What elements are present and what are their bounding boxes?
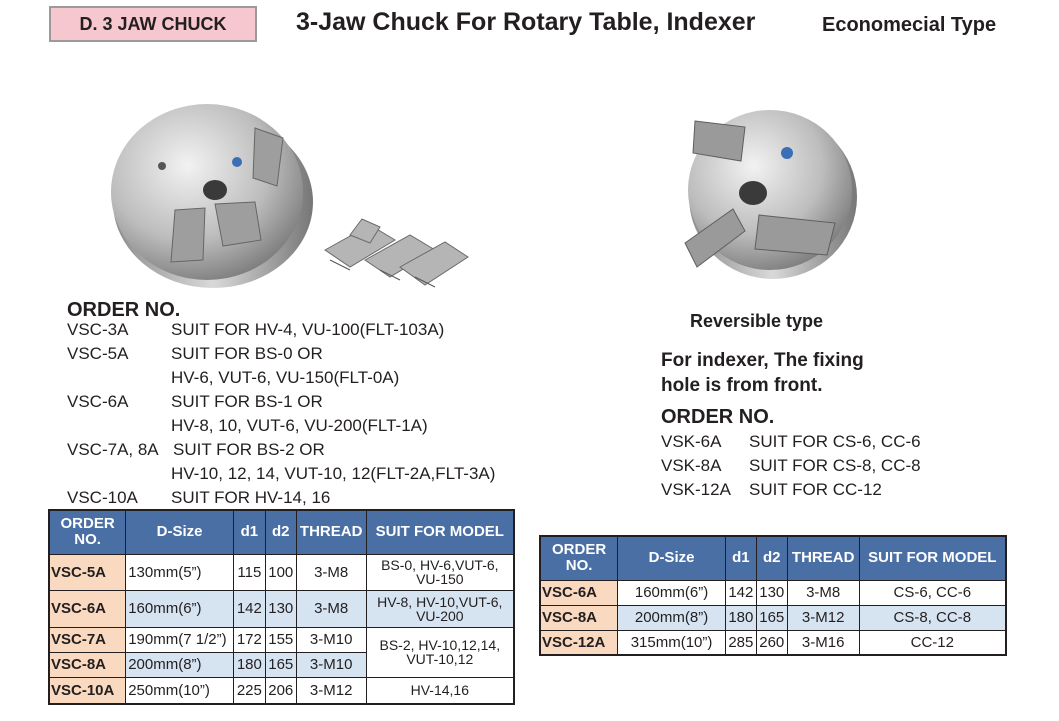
cell-model: CC-12 [859,630,1006,655]
chuck-jaws-image [320,205,470,295]
cell-d2: 130 [265,590,296,627]
cell-model: CS-8, CC-8 [859,605,1006,630]
list-item [67,366,537,390]
left-order-heading: ORDER NO. [67,299,181,321]
cell-d2: 130 [756,580,787,605]
order-code: VSC-3A [67,320,129,339]
table-row [540,605,1006,630]
list-item [67,486,537,510]
cell-code: VSC-10A [49,677,126,704]
cell-dsize: 315mm(10”) [618,630,726,655]
header-d2: d2 [265,510,296,554]
cell-code: VSC-8A [49,652,126,677]
header-dsize: D-Size [618,536,726,580]
cell-code: VSC-12A [540,630,618,655]
order-suit: HV-8, 10, VUT-6, VU-200(FLT-1A) [171,416,428,435]
cell-model: HV-14,16 [366,677,514,704]
cell-d1: 180 [233,652,265,677]
cell-d1: 180 [725,605,756,630]
order-suit: SUIT FOR CS-6, CC-6 [749,432,921,451]
list-item [661,430,961,454]
order-code: VSC-7A, 8A [67,440,159,459]
cell-d2: 155 [265,627,296,652]
cell-d1: 142 [233,590,265,627]
list-item [67,438,537,462]
order-suit: SUIT FOR BS-0 OR [171,344,323,363]
cell-model: BS-2, HV-10,12,14, VUT-10,12 [366,627,514,677]
cell-dsize: 190mm(7 1/2”) [126,627,234,652]
order-code: VSK-12A [661,480,731,499]
order-code: VSC-10A [67,488,138,507]
cell-d1: 172 [233,627,265,652]
header-dsize: D-Size [126,510,234,554]
order-code: VSC-6A [67,392,129,411]
order-code: VSK-6A [661,432,722,451]
order-suit: HV-10, 12, 14, VUT-10, 12(FLT-2A,FLT-3A) [171,464,496,483]
cell-d1: 115 [233,554,265,590]
order-suit: HV-6, VUT-6, VU-150(FLT-0A) [171,368,400,387]
cell-code: VSC-8A [540,605,618,630]
cell-d1: 285 [725,630,756,655]
cell-thread: 3-M8 [296,590,366,627]
list-item [67,414,537,438]
cell-thread: 3-M8 [787,580,859,605]
order-suit: SUIT FOR HV-4, VU-100(FLT-103A) [171,320,445,339]
header-d1: d1 [233,510,265,554]
list-item [661,478,961,502]
cell-thread: 3-M8 [296,554,366,590]
header-thread: THREAD [787,536,859,580]
three-jaw-chuck-image [105,90,315,290]
cell-d2: 165 [756,605,787,630]
left-spec-table [48,509,515,705]
reversible-label: Reversible type [690,311,824,331]
section-tag: D. 3 JAW CHUCK [49,6,257,42]
order-code: VSK-8A [661,456,722,475]
order-suit: SUIT FOR HV-14, 16 [171,488,331,507]
indexer-note [661,348,864,398]
order-suit: SUIT FOR CS-8, CC-8 [749,456,921,475]
cell-d1: 142 [725,580,756,605]
table-row [49,677,514,704]
table-row [540,630,1006,655]
order-suit: SUIT FOR CC-12 [749,480,882,499]
cell-thread: 3-M12 [296,677,366,704]
header-thread: THREAD [296,510,366,554]
table-row [49,554,514,590]
cell-d2: 100 [265,554,296,590]
order-code: VSC-5A [67,344,129,363]
cell-code: VSC-6A [540,580,618,605]
list-item [661,454,961,478]
list-item [67,318,537,342]
list-item [67,342,537,366]
cell-code: VSC-6A [49,590,126,627]
cell-dsize: 200mm(8”) [126,652,234,677]
cell-d1: 225 [233,677,265,704]
cell-thread: 3-M10 [296,652,366,677]
header-d2: d2 [756,536,787,580]
cell-dsize: 200mm(8”) [618,605,726,630]
note-line: hole is from front. [661,375,823,396]
reversible-chuck-image [675,95,860,285]
cell-thread: 3-M16 [787,630,859,655]
order-suit: SUIT FOR BS-2 OR [173,440,325,459]
header-order-no: ORDER NO. [49,510,126,554]
page-title: 3-Jaw Chuck For Rotary Table, Indexer [296,8,756,36]
cell-model: CS-6, CC-6 [859,580,1006,605]
header-model: SUIT FOR MODEL [859,536,1006,580]
list-item [67,462,537,486]
cell-dsize: 130mm(5”) [126,554,234,590]
cell-dsize: 160mm(6”) [126,590,234,627]
header-model: SUIT FOR MODEL [366,510,514,554]
list-item [67,390,537,414]
cell-model: BS-0, HV-6,VUT-6, VU-150 [366,554,514,590]
table-row [49,627,514,652]
header-d1: d1 [725,536,756,580]
right-spec-table [539,535,1007,656]
cell-dsize: 250mm(10”) [126,677,234,704]
cell-d2: 260 [756,630,787,655]
right-order-heading: ORDER NO. [661,406,775,428]
cell-thread: 3-M12 [787,605,859,630]
cell-thread: 3-M10 [296,627,366,652]
page-subtitle: Economecial Type [822,14,997,36]
header-order-no: ORDER NO. [540,536,618,580]
order-suit: SUIT FOR BS-1 OR [171,392,323,411]
cell-d2: 206 [265,677,296,704]
cell-code: VSC-7A [49,627,126,652]
table-row [540,580,1006,605]
note-line: For indexer, The fixing [661,350,864,371]
cell-code: VSC-5A [49,554,126,590]
cell-dsize: 160mm(6”) [618,580,726,605]
cell-d2: 165 [265,652,296,677]
table-row [49,590,514,627]
cell-model: HV-8, HV-10,VUT-6, VU-200 [366,590,514,627]
